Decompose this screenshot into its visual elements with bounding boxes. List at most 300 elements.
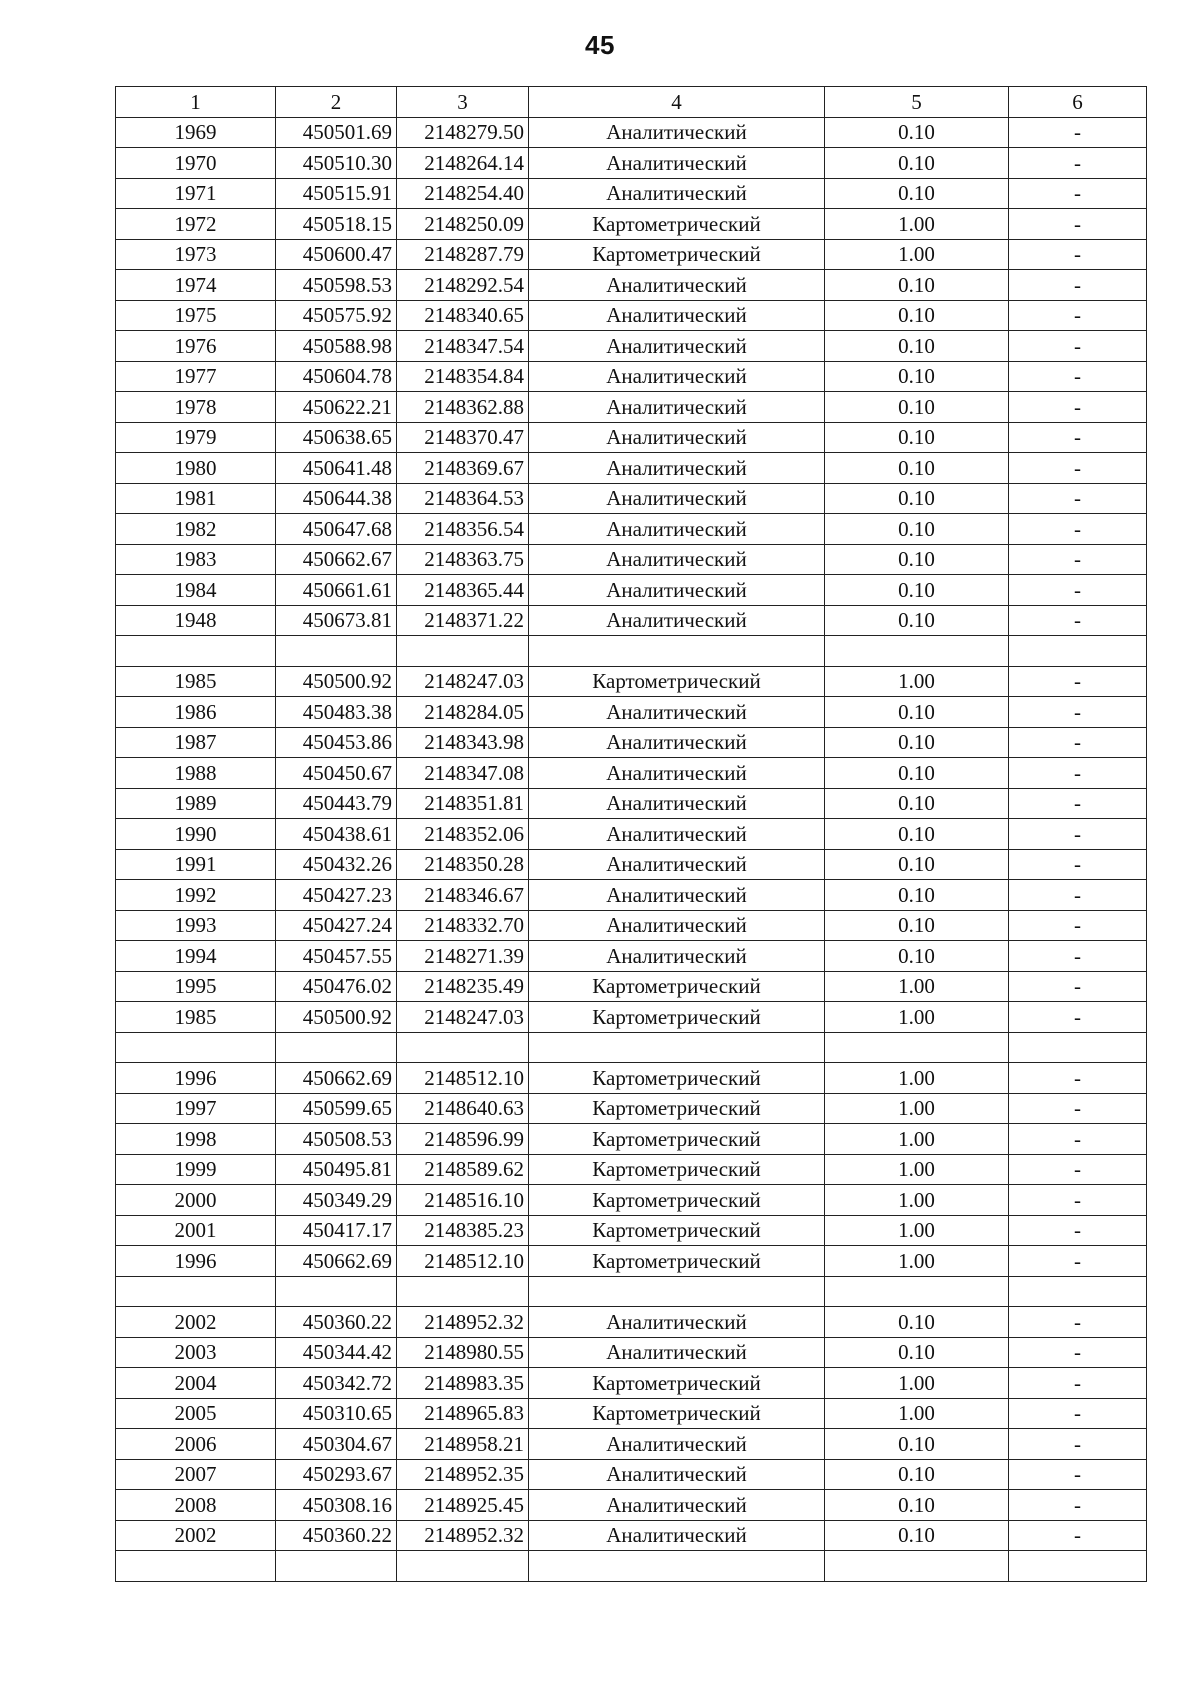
description-cell: - [1009,666,1147,697]
x-coordinate-cell: 450427.24 [276,910,397,941]
point-number-cell: 1987 [116,727,276,758]
description-cell [1009,1276,1147,1307]
accuracy-cell: 0.10 [825,1429,1009,1460]
method-cell: Аналитический [529,1429,825,1460]
accuracy-cell: 0.10 [825,392,1009,423]
x-coordinate-cell: 450308.16 [276,1490,397,1521]
y-coordinate-cell: 2148952.32 [397,1520,529,1551]
y-coordinate-cell: 2148371.22 [397,605,529,636]
table-row [116,1307,1147,1338]
point-number-cell: 2002 [116,1307,276,1338]
method-cell: Картометрический [529,1124,825,1155]
table-row [116,331,1147,362]
method-cell: Картометрический [529,1002,825,1033]
point-number-cell: 2006 [116,1429,276,1460]
method-cell [529,1551,825,1582]
y-coordinate-cell: 2148264.14 [397,148,529,179]
description-cell: - [1009,1002,1147,1033]
y-coordinate-cell: 2148356.54 [397,514,529,545]
column-header-6: 6 [1009,87,1147,118]
y-coordinate-cell: 2148254.40 [397,178,529,209]
accuracy-cell: 0.10 [825,1459,1009,1490]
accuracy-cell: 0.10 [825,178,1009,209]
point-number-cell: 1977 [116,361,276,392]
method-cell: Аналитический [529,1520,825,1551]
accuracy-cell: 1.00 [825,239,1009,270]
x-coordinate-cell: 450417.17 [276,1215,397,1246]
accuracy-cell: 0.10 [825,880,1009,911]
point-number-cell: 2008 [116,1490,276,1521]
x-coordinate-cell: 450344.42 [276,1337,397,1368]
accuracy-cell: 1.00 [825,1124,1009,1155]
y-coordinate-cell: 2148287.79 [397,239,529,270]
y-coordinate-cell: 2148365.44 [397,575,529,606]
y-coordinate-cell: 2148340.65 [397,300,529,331]
table-row [116,727,1147,758]
y-coordinate-cell: 2148512.10 [397,1246,529,1277]
table-row [116,1154,1147,1185]
point-number-cell: 1982 [116,514,276,545]
method-cell: Картометрический [529,1246,825,1277]
x-coordinate-cell: 450349.29 [276,1185,397,1216]
x-coordinate-cell [276,1276,397,1307]
column-header-2: 2 [276,87,397,118]
method-cell: Картометрический [529,971,825,1002]
method-cell: Аналитический [529,849,825,880]
y-coordinate-cell [397,1032,529,1063]
y-coordinate-cell: 2148346.67 [397,880,529,911]
column-header-5: 5 [825,87,1009,118]
description-cell: - [1009,514,1147,545]
accuracy-cell: 1.00 [825,1154,1009,1185]
table-row [116,422,1147,453]
table-row [116,1368,1147,1399]
accuracy-cell: 0.10 [825,697,1009,728]
method-cell: Аналитический [529,514,825,545]
table-row [116,1398,1147,1429]
point-number-cell: 2002 [116,1520,276,1551]
accuracy-cell: 0.10 [825,361,1009,392]
description-cell: - [1009,300,1147,331]
x-coordinate-cell: 450453.86 [276,727,397,758]
y-coordinate-cell [397,636,529,667]
y-coordinate-cell: 2148235.49 [397,971,529,1002]
accuracy-cell: 1.00 [825,209,1009,240]
accuracy-cell: 1.00 [825,1002,1009,1033]
accuracy-cell: 1.00 [825,1185,1009,1216]
point-number-cell: 1992 [116,880,276,911]
point-number-cell: 1948 [116,605,276,636]
table-row [116,697,1147,728]
x-coordinate-cell: 450599.65 [276,1093,397,1124]
description-cell: - [1009,1093,1147,1124]
accuracy-cell: 0.10 [825,941,1009,972]
y-coordinate-cell [397,1551,529,1582]
description-cell: - [1009,178,1147,209]
y-coordinate-cell: 2148516.10 [397,1185,529,1216]
point-number-cell: 1979 [116,422,276,453]
method-cell: Аналитический [529,178,825,209]
description-cell [1009,1551,1147,1582]
description-cell: - [1009,819,1147,850]
description-cell: - [1009,758,1147,789]
description-cell [1009,1032,1147,1063]
table-row [116,1093,1147,1124]
y-coordinate-cell: 2148364.53 [397,483,529,514]
description-cell: - [1009,1337,1147,1368]
point-number-cell: 1998 [116,1124,276,1155]
method-cell [529,636,825,667]
y-coordinate-cell: 2148370.47 [397,422,529,453]
table-row [116,544,1147,575]
accuracy-cell [825,636,1009,667]
coordinates-table [115,86,1147,1582]
column-header-1: 1 [116,87,276,118]
method-cell: Аналитический [529,1307,825,1338]
description-cell: - [1009,270,1147,301]
method-cell: Аналитический [529,575,825,606]
accuracy-cell: 1.00 [825,971,1009,1002]
y-coordinate-cell: 2148332.70 [397,910,529,941]
x-coordinate-cell: 450457.55 [276,941,397,972]
table-row [116,1490,1147,1521]
table-row [116,1032,1147,1063]
accuracy-cell: 0.10 [825,910,1009,941]
y-coordinate-cell: 2148347.08 [397,758,529,789]
x-coordinate-cell: 450638.65 [276,422,397,453]
description-cell: - [1009,697,1147,728]
table-row [116,1002,1147,1033]
table-row [116,453,1147,484]
description-cell: - [1009,941,1147,972]
table-row [116,1124,1147,1155]
table-row [116,1215,1147,1246]
table-row [116,758,1147,789]
x-coordinate-cell: 450598.53 [276,270,397,301]
method-cell: Аналитический [529,788,825,819]
accuracy-cell: 1.00 [825,1063,1009,1094]
x-coordinate-cell: 450360.22 [276,1520,397,1551]
x-coordinate-cell: 450662.67 [276,544,397,575]
point-number-cell: 1985 [116,1002,276,1033]
x-coordinate-cell: 450443.79 [276,788,397,819]
description-cell: - [1009,788,1147,819]
description-cell: - [1009,1490,1147,1521]
x-coordinate-cell: 450673.81 [276,605,397,636]
table-row [116,849,1147,880]
y-coordinate-cell: 2148589.62 [397,1154,529,1185]
point-number-cell: 1995 [116,971,276,1002]
method-cell: Аналитический [529,1490,825,1521]
y-coordinate-cell: 2148343.98 [397,727,529,758]
accuracy-cell: 0.10 [825,117,1009,148]
y-coordinate-cell: 2148640.63 [397,1093,529,1124]
x-coordinate-cell [276,1032,397,1063]
accuracy-cell [825,1032,1009,1063]
y-coordinate-cell: 2148292.54 [397,270,529,301]
accuracy-cell: 0.10 [825,422,1009,453]
table-row [116,178,1147,209]
x-coordinate-cell [276,1551,397,1582]
method-cell: Картометрический [529,1368,825,1399]
point-number-cell [116,636,276,667]
y-coordinate-cell: 2148925.45 [397,1490,529,1521]
description-cell: - [1009,1429,1147,1460]
method-cell: Аналитический [529,544,825,575]
y-coordinate-cell: 2148965.83 [397,1398,529,1429]
point-number-cell: 1988 [116,758,276,789]
point-number-cell [116,1032,276,1063]
x-coordinate-cell: 450604.78 [276,361,397,392]
y-coordinate-cell: 2148512.10 [397,1063,529,1094]
point-number-cell: 1993 [116,910,276,941]
description-cell: - [1009,1185,1147,1216]
method-cell: Аналитический [529,331,825,362]
point-number-cell: 1984 [116,575,276,606]
accuracy-cell: 1.00 [825,1368,1009,1399]
x-coordinate-cell: 450661.61 [276,575,397,606]
description-cell: - [1009,605,1147,636]
description-cell: - [1009,209,1147,240]
accuracy-cell: 0.10 [825,483,1009,514]
point-number-cell: 1989 [116,788,276,819]
method-cell: Картометрический [529,1093,825,1124]
point-number-cell: 1999 [116,1154,276,1185]
table-row [116,1276,1147,1307]
description-cell: - [1009,880,1147,911]
accuracy-cell: 1.00 [825,1215,1009,1246]
description-cell: - [1009,1307,1147,1338]
table-row [116,910,1147,941]
description-cell: - [1009,483,1147,514]
point-number-cell: 1991 [116,849,276,880]
description-cell: - [1009,544,1147,575]
accuracy-cell: 0.10 [825,605,1009,636]
accuracy-cell: 0.10 [825,1520,1009,1551]
accuracy-cell: 0.10 [825,1337,1009,1368]
y-coordinate-cell: 2148952.32 [397,1307,529,1338]
y-coordinate-cell: 2148983.35 [397,1368,529,1399]
point-number-cell: 1983 [116,544,276,575]
table-header-row [116,87,1147,118]
table-row [116,1551,1147,1582]
table-row [116,483,1147,514]
point-number-cell: 1970 [116,148,276,179]
method-cell: Картометрический [529,1185,825,1216]
point-number-cell: 1980 [116,453,276,484]
x-coordinate-cell: 450304.67 [276,1429,397,1460]
description-cell: - [1009,727,1147,758]
point-number-cell: 1990 [116,819,276,850]
y-coordinate-cell: 2148250.09 [397,209,529,240]
point-number-cell: 1971 [116,178,276,209]
method-cell [529,1276,825,1307]
table-row [116,819,1147,850]
table-row [116,575,1147,606]
y-coordinate-cell: 2148958.21 [397,1429,529,1460]
table-row [116,636,1147,667]
accuracy-cell: 0.10 [825,300,1009,331]
x-coordinate-cell: 450438.61 [276,819,397,850]
description-cell: - [1009,239,1147,270]
x-coordinate-cell: 450588.98 [276,331,397,362]
accuracy-cell: 1.00 [825,1398,1009,1429]
method-cell: Аналитический [529,148,825,179]
point-number-cell: 1997 [116,1093,276,1124]
description-cell: - [1009,1154,1147,1185]
x-coordinate-cell: 450483.38 [276,697,397,728]
method-cell: Картометрический [529,239,825,270]
y-coordinate-cell: 2148247.03 [397,1002,529,1033]
accuracy-cell: 0.10 [825,849,1009,880]
method-cell: Аналитический [529,422,825,453]
point-number-cell: 1973 [116,239,276,270]
x-coordinate-cell: 450501.69 [276,117,397,148]
x-coordinate-cell: 450450.67 [276,758,397,789]
point-number-cell: 1986 [116,697,276,728]
y-coordinate-cell: 2148369.67 [397,453,529,484]
method-cell: Картометрический [529,1215,825,1246]
method-cell: Аналитический [529,605,825,636]
method-cell: Аналитический [529,1337,825,1368]
accuracy-cell: 0.10 [825,819,1009,850]
table-row [116,117,1147,148]
method-cell: Аналитический [529,483,825,514]
x-coordinate-cell: 450662.69 [276,1246,397,1277]
method-cell: Аналитический [529,270,825,301]
point-number-cell: 1972 [116,209,276,240]
column-header-3: 3 [397,87,529,118]
description-cell: - [1009,849,1147,880]
accuracy-cell: 1.00 [825,1246,1009,1277]
accuracy-cell: 0.10 [825,727,1009,758]
description-cell: - [1009,148,1147,179]
table-row [116,605,1147,636]
method-cell [529,1032,825,1063]
y-coordinate-cell: 2148362.88 [397,392,529,423]
method-cell: Аналитический [529,300,825,331]
accuracy-cell: 0.10 [825,270,1009,301]
y-coordinate-cell: 2148279.50 [397,117,529,148]
point-number-cell: 2005 [116,1398,276,1429]
point-number-cell: 1976 [116,331,276,362]
accuracy-cell: 0.10 [825,148,1009,179]
method-cell: Картометрический [529,1154,825,1185]
description-cell: - [1009,1398,1147,1429]
y-coordinate-cell: 2148952.35 [397,1459,529,1490]
point-number-cell: 2004 [116,1368,276,1399]
y-coordinate-cell: 2148596.99 [397,1124,529,1155]
description-cell: - [1009,1124,1147,1155]
description-cell: - [1009,1459,1147,1490]
x-coordinate-cell: 450641.48 [276,453,397,484]
x-coordinate-cell: 450644.38 [276,483,397,514]
method-cell: Аналитический [529,758,825,789]
y-coordinate-cell: 2148284.05 [397,697,529,728]
table-row [116,361,1147,392]
y-coordinate-cell: 2148363.75 [397,544,529,575]
accuracy-cell: 0.10 [825,575,1009,606]
description-cell: - [1009,971,1147,1002]
point-number-cell: 2007 [116,1459,276,1490]
description-cell: - [1009,575,1147,606]
method-cell: Аналитический [529,880,825,911]
y-coordinate-cell: 2148350.28 [397,849,529,880]
x-coordinate-cell: 450575.92 [276,300,397,331]
x-coordinate-cell: 450500.92 [276,1002,397,1033]
y-coordinate-cell: 2148354.84 [397,361,529,392]
y-coordinate-cell: 2148351.81 [397,788,529,819]
table-body [116,117,1147,1581]
description-cell: - [1009,453,1147,484]
x-coordinate-cell: 450432.26 [276,849,397,880]
description-cell [1009,636,1147,667]
table-row [116,1246,1147,1277]
table-row [116,666,1147,697]
accuracy-cell: 0.10 [825,514,1009,545]
x-coordinate-cell: 450427.23 [276,880,397,911]
y-coordinate-cell: 2148385.23 [397,1215,529,1246]
table-row [116,941,1147,972]
table-row [116,1185,1147,1216]
method-cell: Аналитический [529,941,825,972]
accuracy-cell: 0.10 [825,788,1009,819]
description-cell: - [1009,1063,1147,1094]
table-row [116,239,1147,270]
point-number-cell: 1978 [116,392,276,423]
point-number-cell: 1981 [116,483,276,514]
table-row [116,148,1147,179]
method-cell: Аналитический [529,1459,825,1490]
table-row [116,1063,1147,1094]
x-coordinate-cell: 450293.67 [276,1459,397,1490]
point-number-cell: 1996 [116,1246,276,1277]
table-row [116,1520,1147,1551]
x-coordinate-cell: 450310.65 [276,1398,397,1429]
x-coordinate-cell: 450495.81 [276,1154,397,1185]
accuracy-cell: 0.10 [825,544,1009,575]
x-coordinate-cell: 450476.02 [276,971,397,1002]
table-row [116,1337,1147,1368]
point-number-cell: 1969 [116,117,276,148]
description-cell: - [1009,392,1147,423]
accuracy-cell: 0.10 [825,453,1009,484]
point-number-cell [116,1276,276,1307]
table-row [116,788,1147,819]
point-number-cell: 1975 [116,300,276,331]
x-coordinate-cell: 450508.53 [276,1124,397,1155]
description-cell: - [1009,361,1147,392]
description-cell: - [1009,422,1147,453]
accuracy-cell [825,1276,1009,1307]
x-coordinate-cell: 450518.15 [276,209,397,240]
x-coordinate-cell: 450360.22 [276,1307,397,1338]
x-coordinate-cell: 450647.68 [276,514,397,545]
method-cell: Картометрический [529,666,825,697]
description-cell: - [1009,1520,1147,1551]
method-cell: Картометрический [529,1398,825,1429]
point-number-cell: 2003 [116,1337,276,1368]
point-number-cell: 1994 [116,941,276,972]
description-cell: - [1009,1246,1147,1277]
table-row [116,300,1147,331]
point-number-cell: 1996 [116,1063,276,1094]
table-row [116,1429,1147,1460]
description-cell: - [1009,910,1147,941]
method-cell: Картометрический [529,209,825,240]
description-cell: - [1009,1368,1147,1399]
table-row [116,1459,1147,1490]
